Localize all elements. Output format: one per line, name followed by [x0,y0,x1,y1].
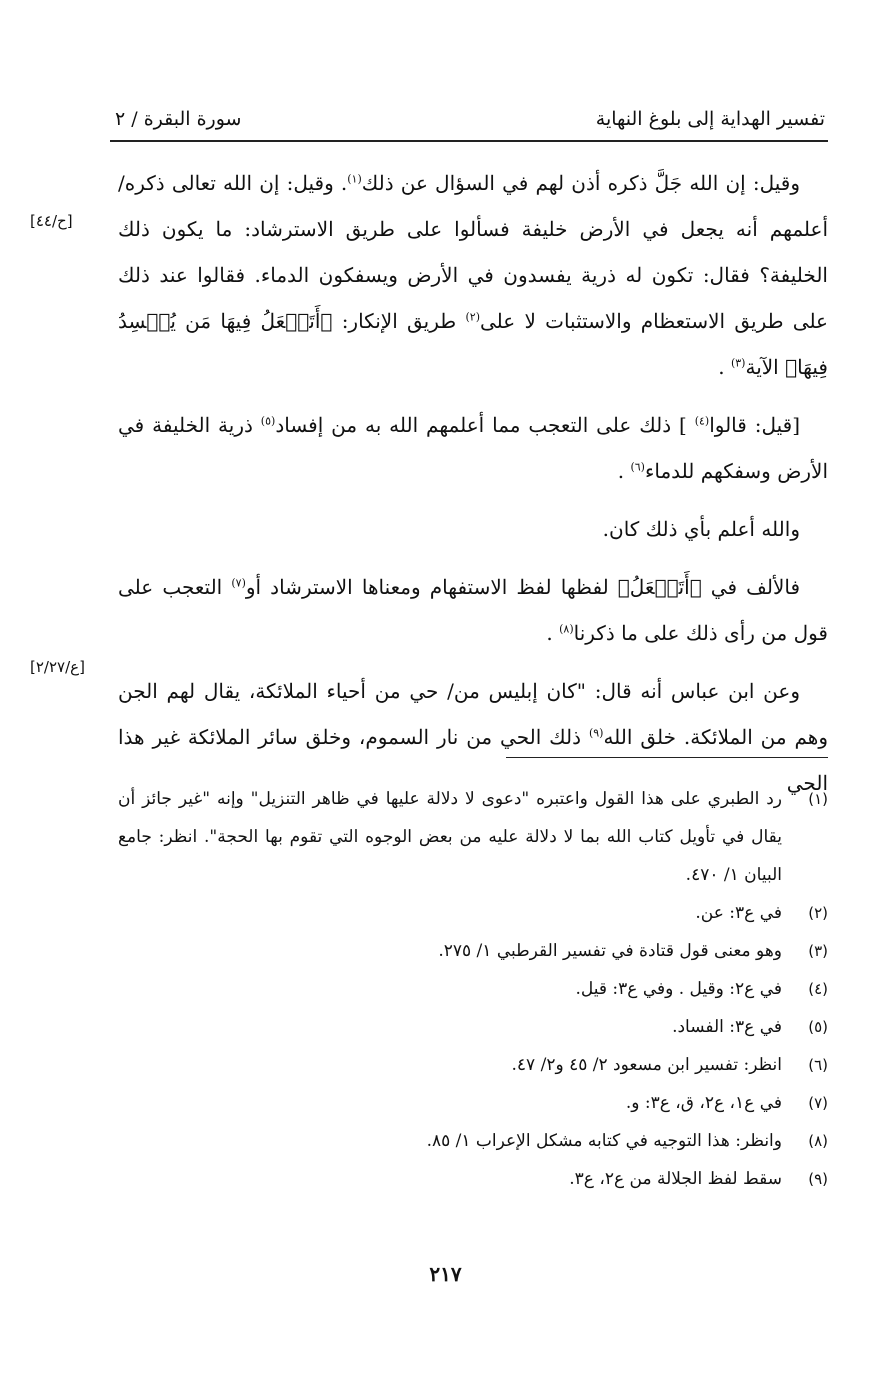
footnote-number: (٨) [808,1132,828,1150]
paragraph-text: وعن ابن عباس أنه قال: "كان إبليس من/ حي من أحياء الملائكة، يقال لهم الجن وهم من الملائكة. خلق الله [118,679,828,749]
running-header [115,100,825,140]
footnotes [118,780,828,1198]
footnote-marker[interactable]: (٥) [260,414,276,428]
paragraph-text: ذلك الحي من نار السموم، وخلق سائر الملائكة غير هذا الحي [118,725,828,795]
header-surah-reference: سورة البقرة / ٢ [115,108,242,130]
footnote-marker[interactable]: (٢) [465,310,480,324]
footnote-item [118,932,828,970]
header-book-title: تفسير الهداية إلى بلوغ النهاية [595,108,825,130]
footnote-text: وانظر: هذا التوجيه في كتابه مشكل الإعراب ١/ ٨٥. [426,1131,782,1151]
footnote-number: (٩) [808,1170,828,1188]
footnote-number: (٦) [808,1056,828,1074]
footnote-item [118,1160,828,1198]
header-divider [110,140,828,142]
footnote-marker[interactable]: (٣) [730,356,746,370]
footnote-text: في ع٣: الفساد. [672,1017,782,1037]
footnote-number: (٤) [808,980,828,998]
footnote-item [118,1046,828,1084]
paragraph-text: . [718,355,731,379]
footnote-text: في ع٣: عن. [695,903,782,923]
footnote-marker[interactable]: (١) [347,172,362,186]
footnote-item [118,1084,828,1122]
footnote-number: (٥) [808,1018,828,1036]
footnote-text: في ع١، ع٢، ق، ع٣: و. [625,1093,782,1113]
footnote-marker[interactable]: (٩) [588,726,604,740]
paragraph-text: فالألف في ﴿أَتَجۡعَلُ﴾ لفظها لفظ الاستفهام ومعناها الاسترشاد أو [245,575,801,599]
paragraph [118,506,828,552]
paragraph [118,402,828,494]
paragraph-text: والله أعلم بأي ذلك كان. [602,517,800,541]
paragraph-text: التعجب على قول من رأى ذلك على ما ذكرنا [118,575,828,645]
footnote-text: سقط لفظ الجلالة من ع٢، ع٣. [569,1169,782,1189]
paragraph-text: . وقيل: إن الله تعالى ذكره/ أعلمهم أنه يجعل في الأرض خليفة فسألوا على طريق الاسترشاد: ما يكون ذلك الخليفة؟ فقال: تكون له ذرية يفسدون في الأرض ويسفكون الدماء. فقالوا عند ذلك على طريق الاستعظام والاستثبات لا على [118,171,828,333]
paragraph-text: ] ذلك على التعجب مما أعلمهم الله به من إفساد [275,413,695,437]
page-number: ٢١٧ [429,1262,462,1286]
footnote-item [118,780,828,894]
footnote-item [118,970,828,1008]
paragraph [118,160,828,390]
footnote-item [118,1008,828,1046]
footnote-text: انظر: تفسير ابن مسعود ٢/ ٤٥ و٢/ ٤٧. [511,1055,782,1075]
paragraph [118,564,828,656]
footnote-separator [506,757,828,758]
paragraph-text: طريق الإنكار: ﴿أَتَجۡعَلُ فِيهَا مَن يُفۡسِدُ فِيهَا﴾ الآية [118,309,828,379]
paragraph-text: ذرية الخليفة في الأرض وسفكهم للدماء [118,413,828,483]
footnote-item [118,894,828,932]
footnote-item [118,1122,828,1160]
footnote-text: في ع٢: وقيل . وفي ع٣: قيل. [575,979,782,999]
footnote-marker[interactable]: (٤) [694,414,710,428]
margin-manuscript-ref: [ع/٢/٢٧] [30,658,85,676]
margin-manuscript-ref: [ح/٤٤] [30,212,73,230]
paragraph-text: . [617,459,631,483]
footnote-number: (٢) [808,904,828,922]
paragraph-text: [قيل: قالوا [709,413,801,437]
paragraph-text: وقيل: إن الله جَلَّ ذكره أذن لهم في السؤال عن ذلك [361,171,800,195]
footnote-marker[interactable]: (٧) [231,576,246,590]
footnote-marker[interactable]: (٦) [630,460,645,474]
footnote-number: (٧) [808,1094,828,1112]
footnote-text: وهو معنى قول قتادة في تفسير القرطبي ١/ ٢٧٥. [438,941,782,961]
footnote-marker[interactable]: (٨) [559,622,574,636]
footnote-number: (٣) [808,942,828,960]
footnote-text: رد الطبري على هذا القول واعتبره "دعوى لا دلالة عليها في ظاهر التنزيل" وإنه "غير جائز أن يقال في تأويل كتاب الله بما لا دلالة عليه من بعض الوجوه التي تقوم بها الحجة". انظر: جامع البيان ١/ ٤٧٠. [118,789,783,885]
paragraph-text: . [546,621,560,645]
footnote-number: (١) [808,790,828,808]
main-text [118,160,828,818]
